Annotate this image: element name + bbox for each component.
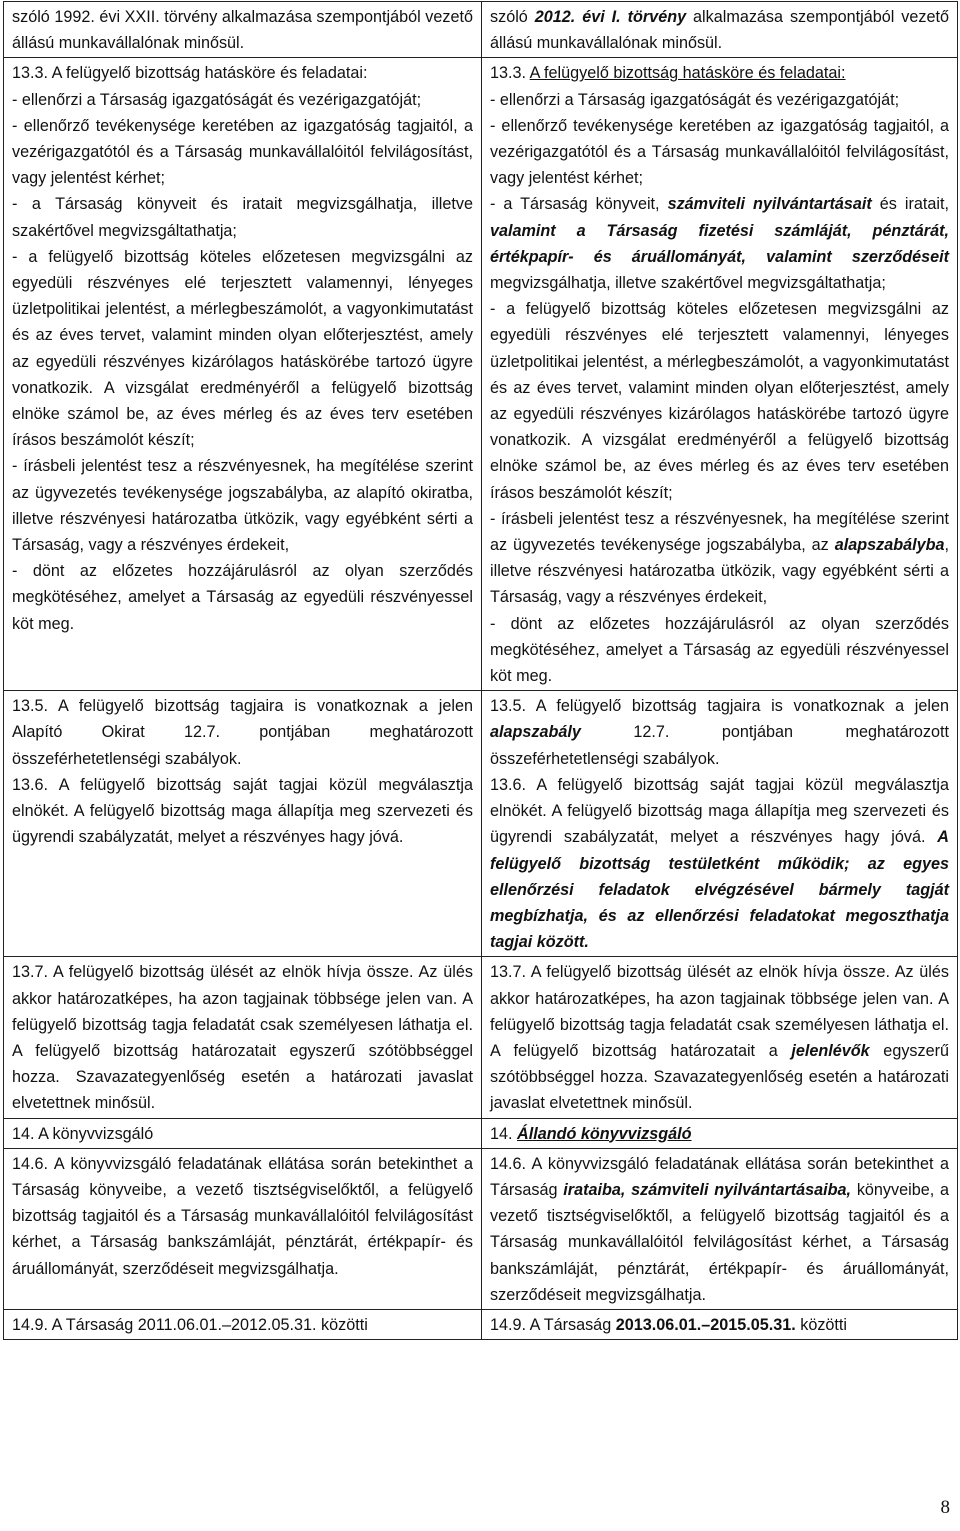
list-item: - ellenőrzi a Társaság igazgatóságát és vezérigazgatóját; <box>490 90 900 109</box>
section-13-6: 13.6. A felügyelő bizottság saját tagjai közül megválasztja elnökét. A felügyelő bizottság maga állapítja meg szervezeti és ügyrendi szabályzatát, melyet a részvényes hagy jóvá. <box>12 775 473 847</box>
list-item: - ellenőrző tevékenysége keretében az igazgatóság tagjaitól, a vezérigazgatótól és a Társaság munkavállalóitól felvilágosítást, vagy jelentést kérhet; <box>12 116 473 188</box>
new-text-cell <box>482 58 958 691</box>
section-14-heading: 14. A könyvvizsgáló <box>12 1124 154 1143</box>
old-text-cell <box>4 1309 482 1339</box>
new-text-cell <box>482 1309 958 1339</box>
old-text-cell <box>4 691 482 957</box>
table-row <box>4 691 958 957</box>
old-text-cell <box>4 1118 482 1148</box>
list-item: - a Társaság könyveit, számviteli nyilvántartásait és iratait, valamint a Társaság fizetési számláját, pénztárát, értékpapír- és áruállományát, valamint szerződéseit megvizsgálhatja, illetve szakértővel megvizsgáltathatja; <box>490 195 949 293</box>
section-14-6: 14.6. A könyvvizsgáló feladatának ellátása során betekinthet a Társaság könyveibe, a vezető tisztségviselőktől, a felügyelő bizottság tagjaitól és a Társaság munkavállalóitól felvilágosítást kérhet, a Társaság bankszámláját, pénztárát, értékpapír- és áruállományát, szerződéseit megvizsgálhatja. <box>12 1154 473 1278</box>
table-row <box>4 58 958 691</box>
new-text-cell <box>482 1118 958 1148</box>
old-text-cell <box>4 1148 482 1309</box>
header-text-new: szóló 2012. évi I. törvény alkalmazása szempontjából vezető állású munkavállalónak minősül. <box>490 8 949 53</box>
list-item: - írásbeli jelentést tesz a részvényesnek, ha megítélése szerint az ügyvezetés tevékenysége jogszabályba, az alapító okiratba, illetve részvényesi határozatba ütközik, vagy egyébként sérti a Társaság, vagy a részvényes érdekeit, <box>12 457 473 555</box>
section-14-9: 14.9. A Társaság 2013.06.01.–2015.05.31. közötti <box>490 1315 848 1334</box>
new-text-cell <box>482 1148 958 1309</box>
section-title: 13.3. A felügyelő bizottság hatásköre és feladatai: <box>12 64 368 83</box>
new-text-cell <box>482 957 958 1118</box>
old-text-cell <box>4 2 482 58</box>
list-item: - a felügyelő bizottság köteles előzetesen megvizsgálni az egyedüli részvényes elé terjesztett valamennyi, lényeges üzletpolitikai jelentést, a mérlegbeszámolót, a vagyonkimutatást és az éves tervet, valamint minden olyan előterjesztést, amely az egyedüli részvényes kizárólagos hatáskörébe tartozó ügyre vonatkozik. A vizsgálat eredményéről a felügyelő bizottság elnöke számol be, az éves mérleg és az éves terv esetében írásos beszámolót készít; <box>490 300 949 502</box>
list-item: - dönt az előzetes hozzájárulásról az olyan szerződés megkötéséhez, amelyet a Társaság az egyedüli részvényessel köt meg. <box>490 614 949 686</box>
section-14-6: 14.6. A könyvvizsgáló feladatának ellátása során betekinthet a Társaság irataiba, számviteli nyilvántartásaiba, könyveibe, a vezető tisztségviselőktől, a felügyelő bizottság tagjaitól és a Társaság munkavállalóitól felvilágosítást kérhet, a Társaság bankszámláját, pénztárát, értékpapír- és áruállományát, szerződéseit megvizsgálhatja. <box>490 1154 949 1304</box>
table-row <box>4 1309 958 1339</box>
comparison-table <box>3 1 958 1340</box>
list-item: - ellenőrző tevékenysége keretében az igazgatóság tagjaitól, a vezérigazgatótól és a Társaság munkavállalóitól felvilágosítást, vagy jelentést kérhet; <box>490 116 949 188</box>
section-13-7: 13.7. A felügyelő bizottság ülését az elnök hívja össze. Az ülés akkor határozatképes, ha azon tagjainak többsége jelen van. A felügyelő bizottság tagja feladatát csak személyesen láthatja el. A felügyelő bizottság határozatait a jelenlévők egyszerű szótöbbséggel hozza. Szavazategyenlőség esetén a határozati javaslat elvetettnek minősül. <box>490 963 949 1113</box>
header-text-old: szóló 1992. évi XXII. törvény alkalmazása szempontjából vezető állású munkavállalónak minősül. <box>12 8 473 53</box>
section-14-heading: 14. Állandó könyvvizsgáló <box>490 1124 692 1143</box>
section-13-5: 13.5. A felügyelő bizottság tagjaira is vonatkoznak a jelen Alapító Okirat 12.7. pontjában meghatározott összeférhetetlenségi szabályok. <box>12 697 473 768</box>
new-text-cell <box>482 691 958 957</box>
list-item: - dönt az előzetes hozzájárulásról az olyan szerződés megkötéséhez, amelyet a Társaság az egyedüli részvényessel köt meg. <box>12 562 473 633</box>
section-13-7: 13.7. A felügyelő bizottság ülését az elnök hívja össze. Az ülés akkor határozatképes, ha azon tagjainak többsége jelen van. A felügyelő bizottság tagja feladatát csak személyesen láthatja el. A felügyelő bizottság határozatait egyszerű szótöbbséggel hozza. Szavazategyenlőség esetén a határozati javaslat elvetettnek minősül. <box>12 963 473 1113</box>
list-item: - a felügyelő bizottság köteles előzetesen megvizsgálni az egyedüli részvényes elé terjesztett valamennyi, lényeges üzletpolitikai jelentést, a mérlegbeszámolót, a vagyonkimutatást és az éves tervet, valamint minden olyan előterjesztést, amely az egyedüli részvényes kizárólagos hatáskörébe tartozó ügyre vonatkozik. A vizsgálat eredményéről a felügyelő bizottság elnöke számol be, az éves mérleg és az éves terv esetében írásos beszámolót készít; <box>12 247 473 450</box>
list-item: - ellenőrzi a Társaság igazgatóságát és vezérigazgatóját; <box>12 90 422 109</box>
old-text-cell <box>4 957 482 1118</box>
table-row <box>4 2 958 58</box>
page-number: 8 <box>940 1497 950 1518</box>
table-row <box>4 957 958 1118</box>
section-13-5: 13.5. A felügyelő bizottság tagjaira is vonatkoznak a jelen alapszabály 12.7. pontjában meghatározott összeférhetetlenségi szabályok. <box>490 697 949 768</box>
law-reference-changed: 2012. évi I. törvény <box>534 8 687 26</box>
table-row <box>4 1148 958 1309</box>
new-text-cell <box>482 2 958 58</box>
section-title: 13.3. A felügyelő bizottság hatásköre és feladatai: <box>490 64 846 83</box>
list-item: - írásbeli jelentést tesz a részvényesnek, ha megítélése szerint az ügyvezetés tevékenysége jogszabályba, az alapszabályba, illetve részvényesi határozatba ütközik, vagy egyébként sérti a Társaság, vagy a részvényes érdekeit, <box>490 509 949 607</box>
section-14-9: 14.9. A Társaság 2011.06.01.–2012.05.31. közötti <box>12 1315 368 1334</box>
list-item: - a Társaság könyveit és iratait megvizsgálhatja, illetve szakértővel megvizsgáltathatja; <box>12 195 473 240</box>
section-13-6: 13.6. A felügyelő bizottság saját tagjai közül megválasztja elnökét. A felügyelő bizottság maga állapítja meg szervezeti és ügyrendi szabályzatát, melyet a részvényes hagy jóvá. A felügyelő bizottság testületként működik; az egyes ellenőrzési feladatok elvégzésével bármely tagját megbízhatja, és az ellenőrzési feladatokat megoszthatja tagjai között. <box>490 775 949 952</box>
old-text-cell <box>4 58 482 691</box>
table-row <box>4 1118 958 1148</box>
